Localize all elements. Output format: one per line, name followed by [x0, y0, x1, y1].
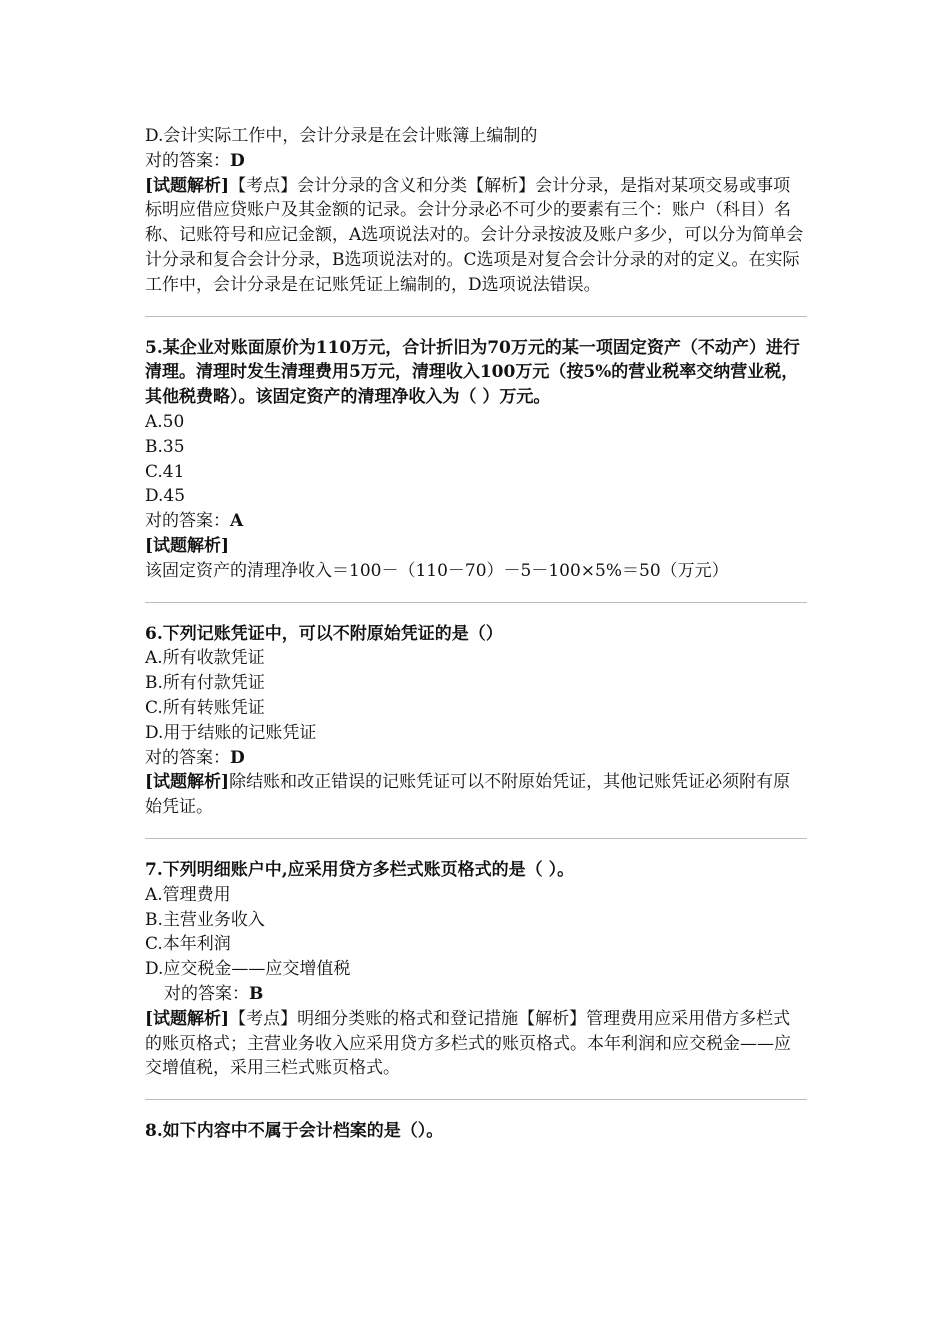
answer-label: 对的答案： [164, 983, 249, 1004]
divider [145, 1099, 807, 1100]
q7-option-c: C.本年利润 [145, 934, 231, 955]
q5-answer [145, 509, 807, 534]
q6-answer [145, 746, 807, 771]
q5-option-d: D.45 [145, 486, 186, 507]
q6-option-c: C.所有转账凭证 [145, 697, 265, 718]
q7-analysis [145, 1007, 807, 1081]
q4-answer [145, 149, 807, 174]
q5-option-b: B.35 [145, 436, 185, 457]
analysis-label: [试题解析] [145, 175, 230, 196]
analysis-text: 除结账和改正错误的记账凭证可以不附原始凭证，其他记账凭证必须附有原始凭证。 [145, 772, 791, 818]
answer-label: 对的答案： [145, 747, 230, 768]
analysis-text: 【考点】会计分录的含义和分类【解析】会计分录，是指对某项交易或事项标明应借应贷账户及其金额的记录。会计分录必不可少的要素有三个：账户（科目）名称、记账符号和应记金额，A选项说法对的。会计分录按波及账户多少，可以分为简单会计分录和复合会计分录，B选项说法对的。C选项是对复合会计分录的对的定义。在实际工作中，会计分录是在记账凭证上编制的，D选项说法错误。 [145, 175, 804, 295]
q7-answer [145, 982, 807, 1007]
q6-analysis [145, 770, 807, 820]
q6-question: 6.下列记账凭证中，可以不附原始凭证的是（） [145, 623, 503, 644]
q5-option-a: A.50 [145, 411, 185, 432]
answer-value: A [230, 511, 244, 532]
q6-option-d: D.用于结账的记账凭证 [145, 722, 317, 743]
q7-option-d: D.应交税金——应交增值税 [145, 959, 351, 980]
q6-option-b: B.所有付款凭证 [145, 673, 265, 694]
divider [145, 838, 807, 839]
document-content [145, 124, 807, 1144]
answer-label: 对的答案： [145, 511, 230, 532]
q5-option-c: C.41 [145, 461, 185, 482]
analysis-label: [试题解析] [145, 535, 230, 556]
answer-value: D [230, 747, 245, 768]
divider [145, 602, 807, 603]
answer-label: 对的答案： [145, 150, 230, 171]
analysis-text: 【考点】明细分类账的格式和登记措施【解析】管理费用应采用借方多栏式的账页格式；主营业务收入应采用贷方多栏式的账页格式。本年利润和应交税金——应交增值税，采用三栏式账页格式。 [145, 1008, 791, 1079]
answer-value: D [230, 150, 245, 171]
q7-option-a: A.管理费用 [145, 884, 231, 905]
q4-option-d: D.会计实际工作中，会计分录是在会计账簿上编制的 [145, 126, 538, 146]
analysis-label: [试题解析] [145, 772, 230, 793]
divider [145, 316, 807, 317]
q8-question: 8.如下内容中不属于会计档案的是（）。 [145, 1121, 444, 1142]
analysis-text: 该固定资产的清理净收入＝100－（110－70）－5－100×5%＝50（万元） [145, 560, 729, 581]
q6-option-a: A.所有收款凭证 [145, 648, 265, 669]
q4-analysis [145, 174, 807, 298]
q7-question: 7.下列明细账户中,应采用贷方多栏式账页格式的是（ ）。 [145, 859, 575, 880]
q5-analysis [145, 534, 807, 584]
q7-option-b: B.主营业务收入 [145, 909, 265, 930]
q5-question: 5.某企业对账面原价为110万元，合计折旧为70万元的某一项固定资产（不动产）进行清理。清理时发生清理费用5万元，清理收入100万元（按5%的营业税率交纳营业税，其他税费略）。该固定资产的清理净收入为（ ）万元。 [145, 337, 800, 408]
answer-value: B [249, 983, 264, 1004]
analysis-label: [试题解析] [145, 1008, 230, 1029]
